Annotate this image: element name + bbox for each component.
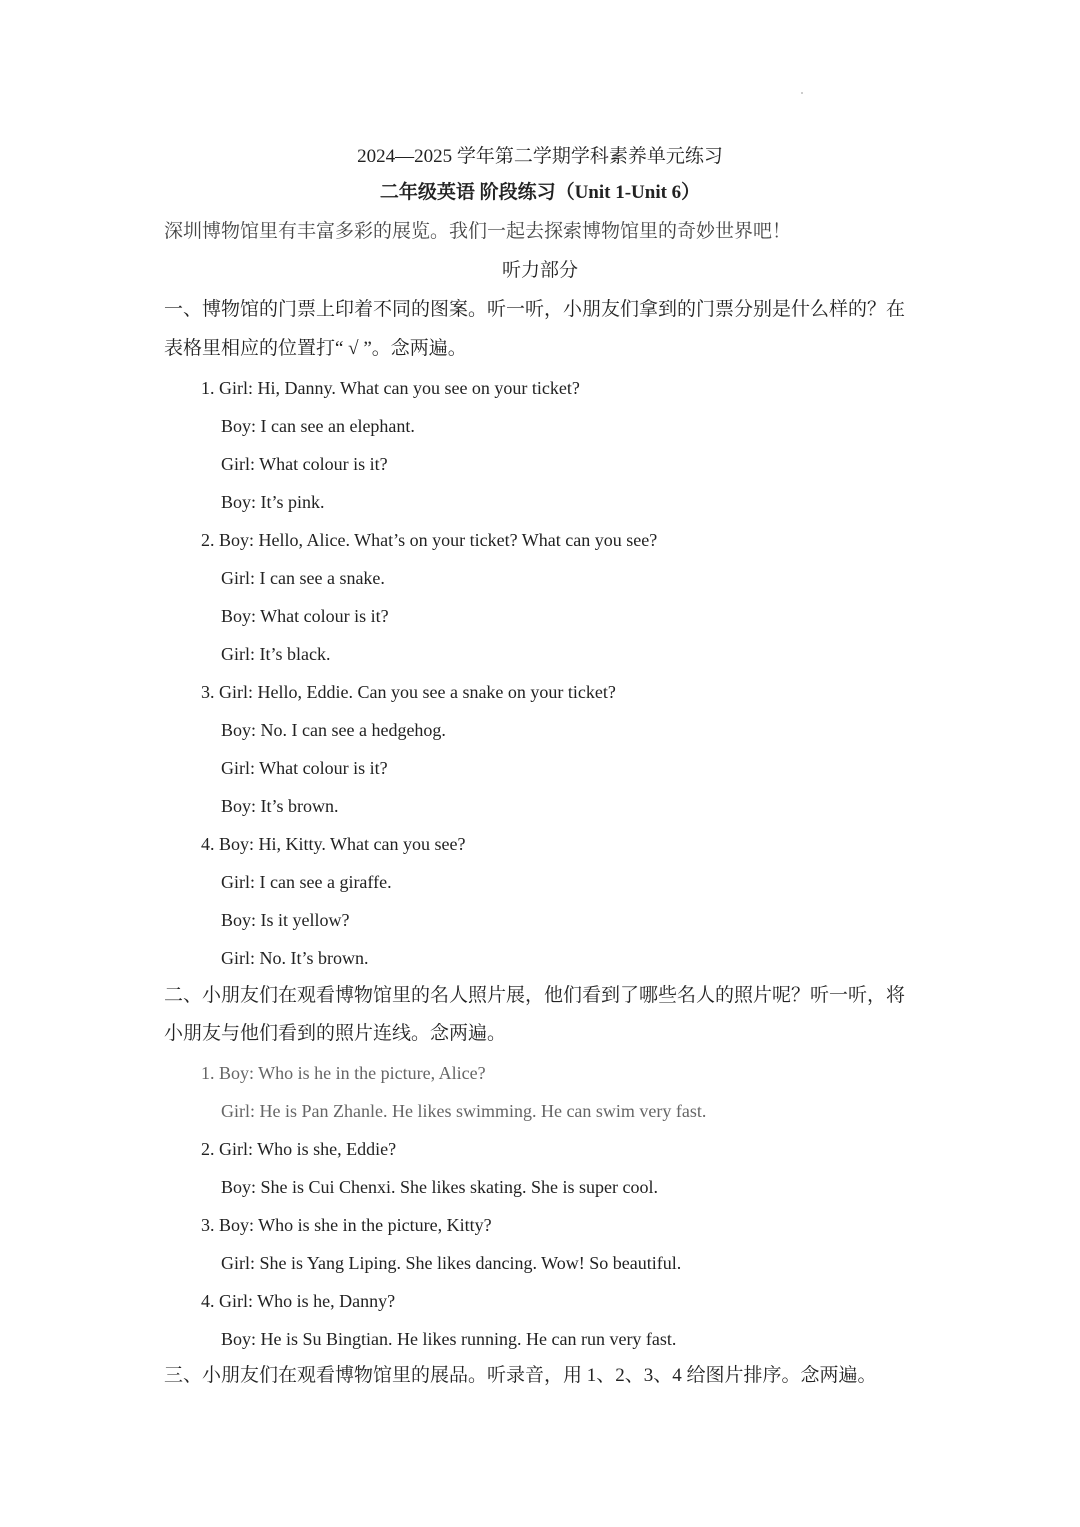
q1-dialogue-2-line-3: Boy: What colour is it? bbox=[221, 606, 389, 626]
q1-dialogue-4-line-1: 4. Boy: Hi, Kitty. What can you see? bbox=[201, 834, 466, 854]
q1-dialogue-1-line-4: Boy: It’s pink. bbox=[221, 492, 325, 512]
q1-dialogue-4-line-2: Girl: I can see a giraffe. bbox=[221, 872, 392, 892]
q1-dialogue-4-line-3: Boy: Is it yellow? bbox=[221, 910, 350, 930]
q2-dialogue-1-line-2: Girl: He is Pan Zhanle. He likes swimming. He can swim very fast. bbox=[221, 1101, 707, 1121]
intro-text: 深圳博物馆里有丰富多彩的展览。我们一起去探索博物馆里的奇妙世界吧！ bbox=[164, 221, 792, 242]
q1-dialogue-3-line-1: 3. Girl: Hello, Eddie. Can you see a snake on your ticket? bbox=[201, 682, 616, 702]
q2-dialogue-4-line-1: 4. Girl: Who is he, Danny? bbox=[201, 1291, 396, 1311]
question-3-instruction-line-1: 三、小朋友们在观看博物馆里的展品。听录音，用 1、2、3、4 给图片排序。念两遍。 bbox=[164, 1365, 877, 1386]
worksheet-subtitle: 二年级英语 阶段练习（Unit 1-Unit 6） bbox=[379, 182, 701, 203]
question-2-instruction-line-1: 二、小朋友们在观看博物馆里的名人照片展，他们看到了哪些名人的照片呢？听一听，将 bbox=[164, 985, 906, 1006]
q1-dialogue-2-line-4: Girl: It’s black. bbox=[221, 644, 331, 664]
q1-dialogue-2-line-1: 2. Boy: Hello, Alice. What’s on your ticket? What can you see? bbox=[201, 530, 658, 550]
q1-dialogue-1-line-3: Girl: What colour is it? bbox=[221, 454, 388, 474]
q2-dialogue-2-line-2: Boy: She is Cui Chenxi. She likes skating. She is super cool. bbox=[221, 1177, 658, 1197]
q2-dialogue-1-line-1: 1. Boy: Who is he in the picture, Alice? bbox=[201, 1063, 486, 1083]
q1-dialogue-2-line-2: Girl: I can see a snake. bbox=[221, 568, 385, 588]
question-1-instruction-line-2: 表格里相应的位置打“ √ ”。念两遍。 bbox=[164, 338, 467, 359]
q2-dialogue-2-line-1: 2. Girl: Who is she, Eddie? bbox=[201, 1139, 397, 1159]
worksheet-title: 2024—2025 学年第二学期学科素养单元练习 bbox=[357, 146, 723, 167]
question-1-instruction-line-1: 一、博物馆的门票上印着不同的图案。听一听，小朋友们拿到的门票分别是什么样的？在 bbox=[164, 299, 906, 320]
question-2-instruction-line-2: 小朋友与他们看到的照片连线。念两遍。 bbox=[164, 1023, 507, 1044]
q1-dialogue-3-line-4: Boy: It’s brown. bbox=[221, 796, 339, 816]
q1-dialogue-3-line-3: Girl: What colour is it? bbox=[221, 758, 388, 778]
scan-speck bbox=[801, 92, 803, 94]
q2-dialogue-3-line-1: 3. Boy: Who is she in the picture, Kitty? bbox=[201, 1215, 492, 1235]
q2-dialogue-4-line-2: Boy: He is Su Bingtian. He likes running. He can run very fast. bbox=[221, 1329, 677, 1349]
q1-dialogue-3-line-2: Boy: No. I can see a hedgehog. bbox=[221, 720, 446, 740]
section-heading-listening: 听力部分 bbox=[501, 260, 578, 281]
q1-dialogue-1-line-1: 1. Girl: Hi, Danny. What can you see on your ticket? bbox=[201, 378, 580, 398]
q1-dialogue-4-line-4: Girl: No. It’s brown. bbox=[221, 948, 369, 968]
q2-dialogue-3-line-2: Girl: She is Yang Liping. She likes dancing. Wow! So beautiful. bbox=[221, 1253, 682, 1273]
q1-dialogue-1-line-2: Boy: I can see an elephant. bbox=[221, 416, 415, 436]
